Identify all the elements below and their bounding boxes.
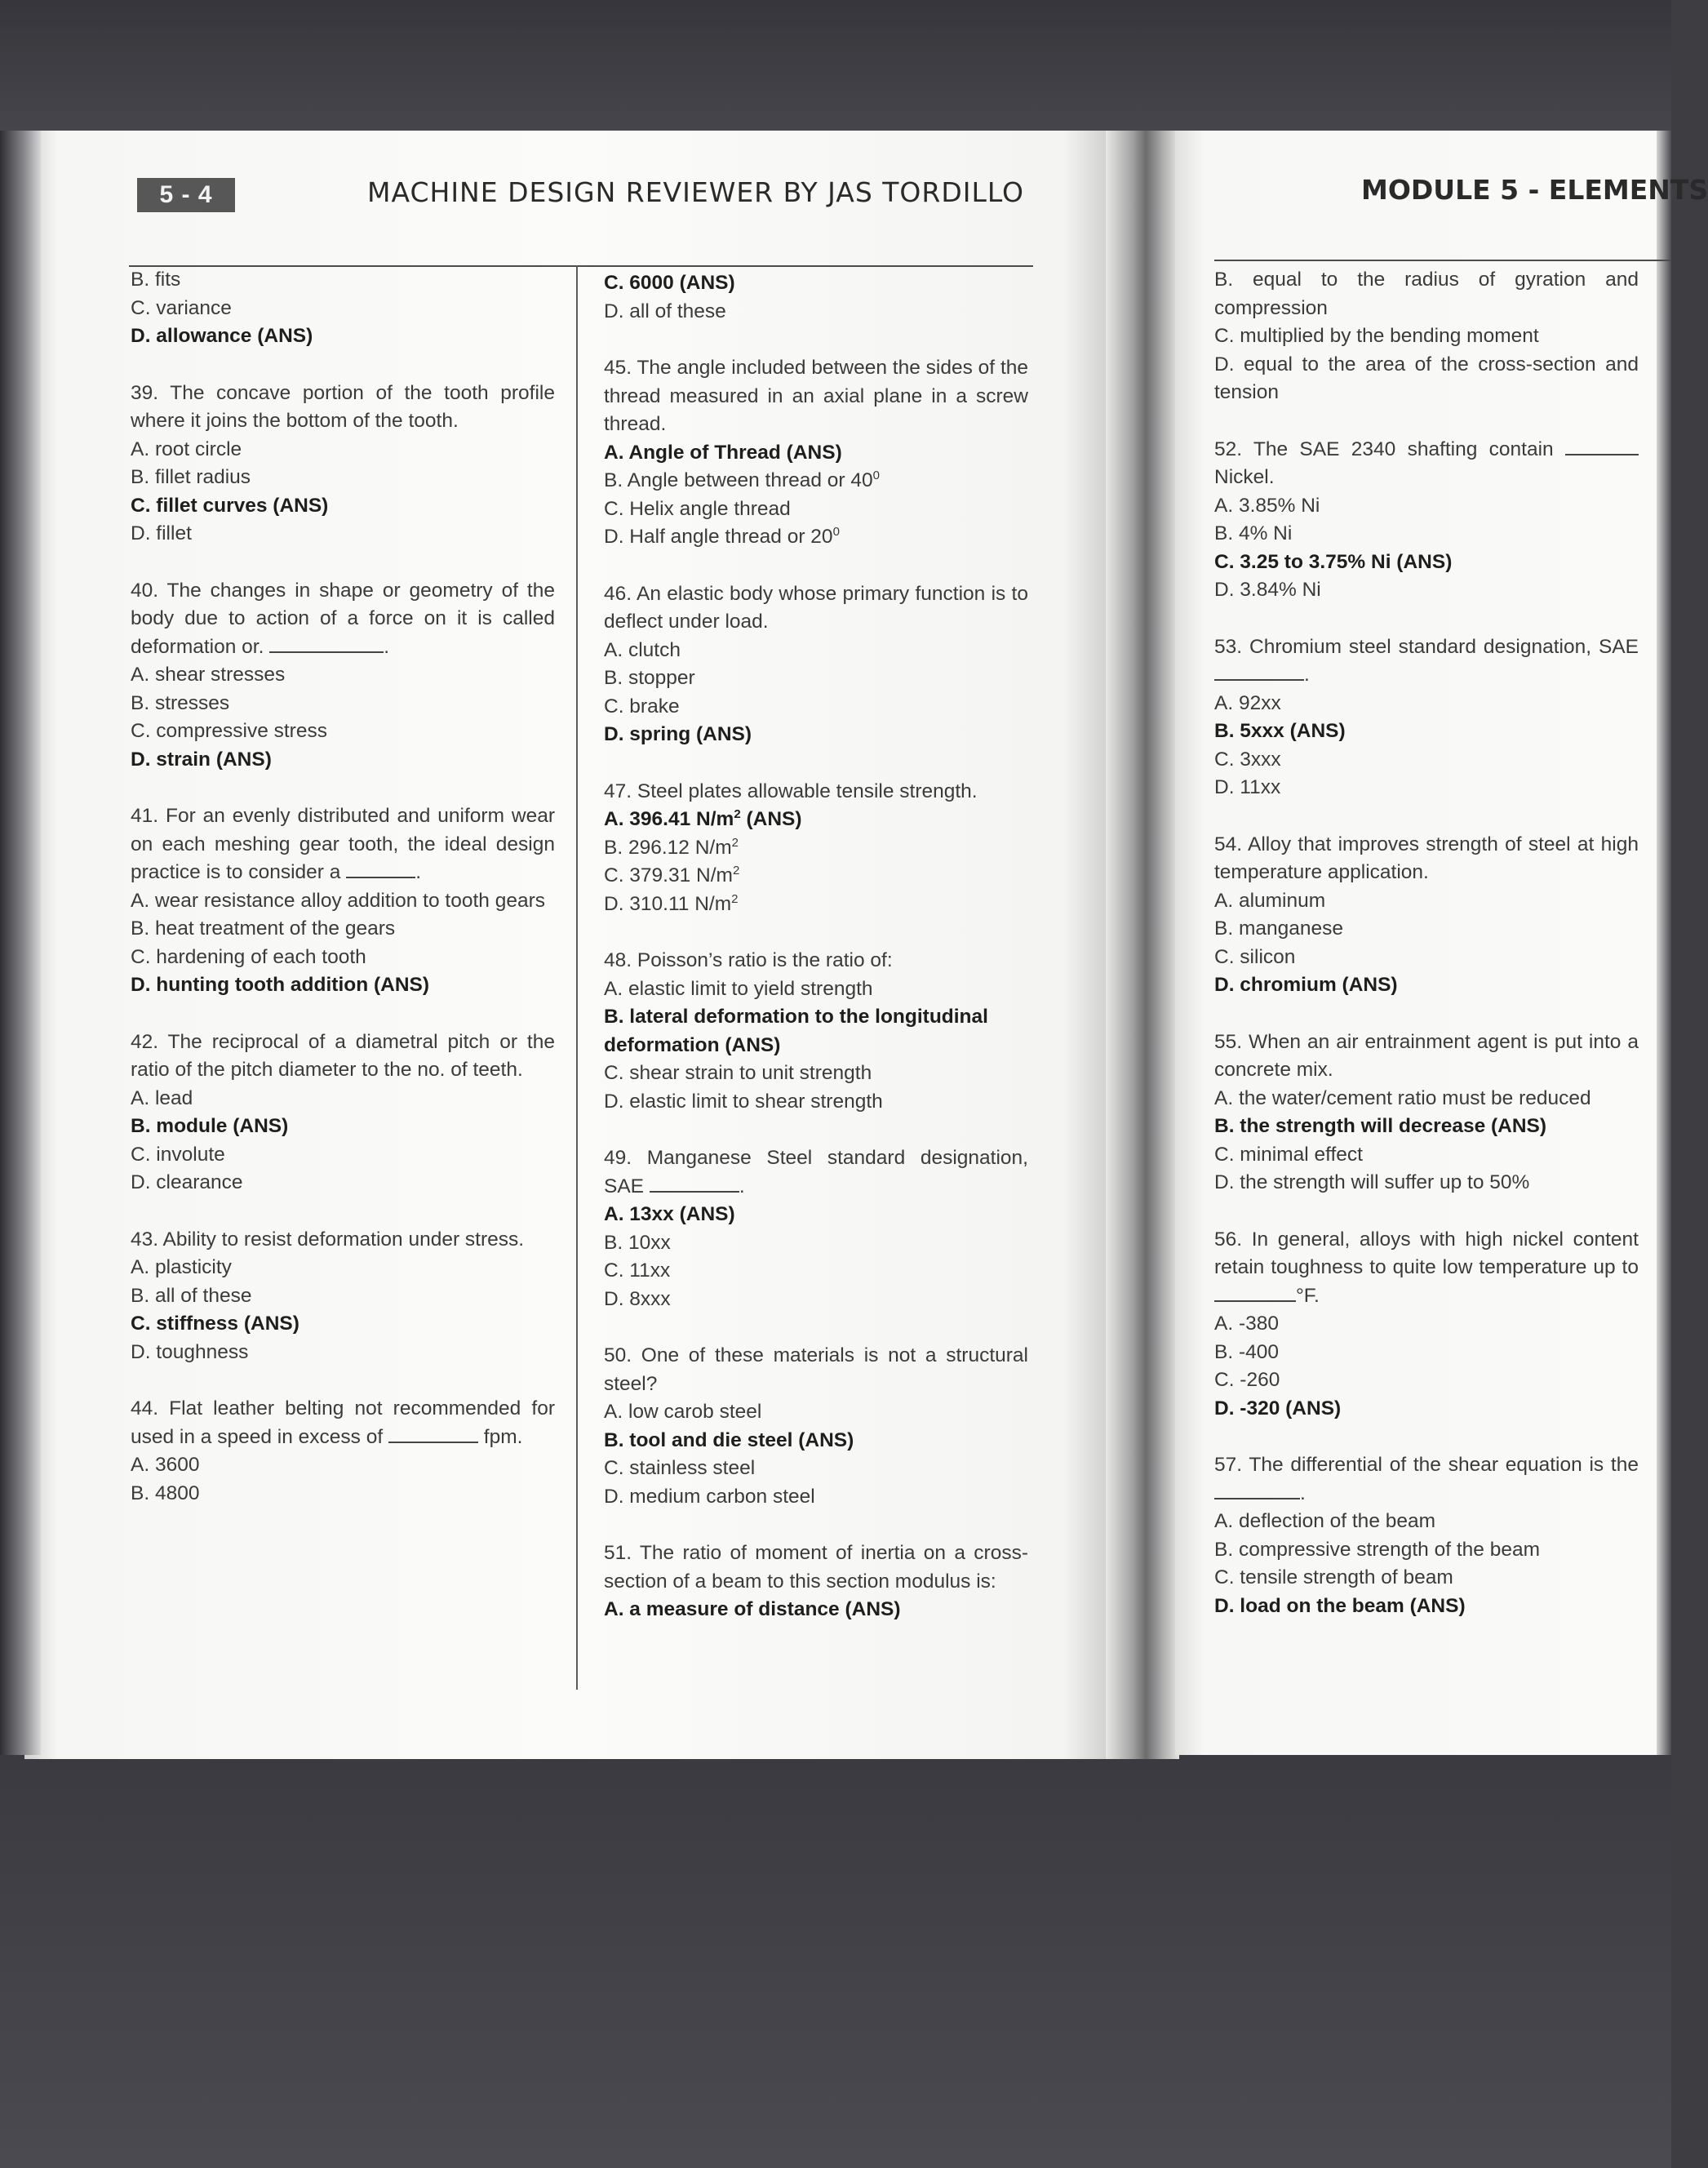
answer-option: D. strain (ANS) xyxy=(131,748,272,771)
right-page-edge xyxy=(1657,131,1671,1755)
option-a: A. plasticity xyxy=(131,1256,232,1278)
answer-option: C. stiffness (ANS) xyxy=(131,1313,299,1335)
option-text: A. 396.41 N/m xyxy=(604,808,734,830)
option-a: A. 3.85% Ni xyxy=(1214,494,1320,517)
answer-blank xyxy=(1214,1480,1300,1499)
answer-option: D. allowance (ANS) xyxy=(131,325,313,347)
column-2 xyxy=(604,269,1028,1624)
stem-text: 56. In general, alloys with high nickel content retain toughness to quite low temperature up to xyxy=(1214,1228,1639,1278)
option-b: B. equal to the radius of gyration and compression xyxy=(1214,269,1639,319)
question-stem: 39. The concave portion of the tooth profile where it joins the bottom of the tooth. xyxy=(131,381,555,432)
scan-background-bottom xyxy=(0,1755,1671,2168)
option-b xyxy=(604,467,1028,495)
book-gutter xyxy=(1106,131,1179,1759)
question-56 xyxy=(1214,1226,1639,1424)
option-c xyxy=(604,862,1028,891)
question-39 xyxy=(131,380,555,549)
question-stem: 51. The ratio of moment of inertia on a cross-section of a beam to this section modulus is: xyxy=(604,1542,1028,1593)
answer-blank xyxy=(269,633,384,653)
option-c: C. variance xyxy=(131,296,232,319)
question-48 xyxy=(604,947,1028,1116)
question-47 xyxy=(604,778,1028,919)
question-stem xyxy=(131,802,555,887)
question-stem: 46. An elastic body whose primary function is to deflect under load. xyxy=(604,582,1028,633)
answer-blank xyxy=(650,1173,739,1193)
stem-end: Nickel. xyxy=(1214,466,1275,488)
question-55 xyxy=(1214,1028,1639,1197)
question-stem xyxy=(131,577,555,662)
option-a: A. deflection of the beam xyxy=(1214,1510,1436,1532)
stem-text: 52. The SAE 2340 shafting contain xyxy=(1214,438,1554,460)
option-d: D. all of these xyxy=(604,300,726,322)
column-1 xyxy=(131,266,555,1508)
stem-end: . xyxy=(1304,664,1310,686)
option-d: D. 3.84% Ni xyxy=(1214,579,1321,601)
question-42 xyxy=(131,1028,555,1197)
option-c: C. -260 xyxy=(1214,1369,1280,1391)
option-b: B. heat treatment of the gears xyxy=(131,917,396,940)
option-b: B. all of these xyxy=(131,1284,252,1307)
question-43 xyxy=(131,1226,555,1367)
option-d: D. elastic limit to shear strength xyxy=(604,1090,883,1113)
answer-option: D. chromium (ANS) xyxy=(1214,974,1398,996)
question-stem: 50. One of these materials is not a structural steel? xyxy=(604,1344,1028,1395)
option-text: C. 379.31 N/m xyxy=(604,864,733,886)
page-number-badge: 5 - 4 xyxy=(137,178,235,212)
stem-text: 53. Chromium steel standard designation, SAE xyxy=(1214,635,1639,658)
stem-end: °F. xyxy=(1296,1284,1320,1307)
question-53 xyxy=(1214,633,1639,802)
option-a: A. elastic limit to yield strength xyxy=(604,977,873,1000)
stem-end: fpm. xyxy=(483,1425,523,1448)
option-text: D. 310.11 N/m xyxy=(604,892,732,915)
option-c: C. stainless steel xyxy=(604,1457,756,1479)
question-stem xyxy=(604,1144,1028,1201)
question-stem: 43. Ability to resist deformation under stress. xyxy=(131,1228,525,1251)
option-d xyxy=(604,523,1028,552)
answer-blank xyxy=(1214,1282,1296,1302)
page-edge-shadow xyxy=(0,131,41,1755)
option-b: B. manganese xyxy=(1214,917,1343,940)
option-b: B. -400 xyxy=(1214,1340,1279,1363)
degree-sup: 0 xyxy=(872,468,880,482)
option-c: C. 3xxx xyxy=(1214,748,1281,771)
answer-blank xyxy=(388,1424,478,1443)
question-44 xyxy=(131,1395,555,1508)
answer-option: C. fillet curves (ANS) xyxy=(131,494,329,517)
option-d: D. clearance xyxy=(131,1171,243,1193)
option-b: B. 4% Ni xyxy=(1214,522,1293,544)
option-d: D. the strength will suffer up to 50% xyxy=(1214,1171,1530,1193)
option-b: B. fits xyxy=(131,269,181,291)
answer-option: B. 5xxx (ANS) xyxy=(1214,720,1346,742)
stem-text: 40. The changes in shape or geometry of the body due to action of a force on it is called deformation or. xyxy=(131,579,555,658)
option-a: A. 92xx xyxy=(1214,691,1281,714)
answer-option: A. a measure of distance (ANS) xyxy=(604,1598,901,1620)
question-52 xyxy=(1214,436,1639,605)
option-d: D. equal to the area of the cross-section and tension xyxy=(1214,353,1639,403)
option-b: B. compressive strength of the beam xyxy=(1214,1538,1540,1561)
stem-text: 41. For an evenly distributed and uniform wear on each meshing gear tooth, the ideal design practice is to consider a xyxy=(131,805,555,883)
option-b xyxy=(604,834,1028,863)
option-c: C. minimal effect xyxy=(1214,1143,1363,1166)
stem-end: . xyxy=(384,635,390,658)
option-a: A. aluminum xyxy=(1214,889,1326,912)
stem-end: . xyxy=(1300,1482,1306,1504)
stem-text: 49. Manganese Steel standard designation, SAE xyxy=(604,1147,1028,1197)
option-a: A. lead xyxy=(131,1086,193,1109)
question-stem xyxy=(131,1395,555,1451)
answer-option: B. the strength will decrease (ANS) xyxy=(1214,1115,1547,1137)
question-stem xyxy=(1214,436,1639,492)
option-d: D. fillet xyxy=(131,522,192,544)
option-c: C. silicon xyxy=(1214,945,1296,968)
option-c: C. shear strain to unit strength xyxy=(604,1062,872,1084)
question-49 xyxy=(604,1144,1028,1313)
option-a: A. 3600 xyxy=(131,1454,200,1476)
answer-option xyxy=(604,806,1028,834)
option-text: B. Angle between thread or 40 xyxy=(604,469,873,491)
option-a: A. root circle xyxy=(131,438,242,460)
option-c: C. hardening of each tooth xyxy=(131,945,366,968)
module-title: MODULE 5 - ELEMENTS xyxy=(1361,174,1708,206)
scan-background-top xyxy=(0,0,1671,131)
question-stem: 48. Poisson’s ratio is the ratio of: xyxy=(604,949,893,971)
option-b: B. stresses xyxy=(131,691,230,714)
option-a: A. clutch xyxy=(604,638,681,661)
answer-option: D. load on the beam (ANS) xyxy=(1214,1594,1466,1617)
question-45 xyxy=(604,354,1028,552)
answer-option: C. 3.25 to 3.75% Ni (ANS) xyxy=(1214,550,1453,573)
question-41 xyxy=(131,802,555,1000)
option-c: C. tensile strength of beam xyxy=(1214,1566,1453,1588)
question-51 xyxy=(604,1539,1028,1624)
answer-option: D. -320 (ANS) xyxy=(1214,1397,1342,1419)
option-d: D. 11xx xyxy=(1214,776,1281,798)
answer-blank xyxy=(346,859,415,878)
answer-option: C. 6000 (ANS) xyxy=(604,272,735,294)
question-40 xyxy=(131,577,555,775)
question-46 xyxy=(604,580,1028,749)
answer-blank xyxy=(1565,436,1639,455)
column-divider xyxy=(576,265,578,1690)
answer-mark: (ANS) xyxy=(740,808,802,830)
degree-sup: 0 xyxy=(832,524,840,539)
squared-sup: 2 xyxy=(734,806,741,821)
question-stem: 54. Alloy that improves strength of steel at high temperature application. xyxy=(1214,833,1639,883)
question-stem: 55. When an air entrainment agent is put into a concrete mix. xyxy=(1214,1030,1639,1081)
stem-text: 57. The differential of the shear equation is the xyxy=(1214,1454,1639,1476)
stem-end: . xyxy=(415,861,421,883)
stem-text: 44. Flat leather belting not recommended for used in a speed in excess of xyxy=(131,1397,555,1448)
answer-option: A. 13xx (ANS) xyxy=(604,1203,735,1225)
option-c: C. compressive stress xyxy=(131,720,327,742)
option-b: B. 10xx xyxy=(604,1231,671,1254)
option-text: D. Half angle thread or 20 xyxy=(604,526,833,548)
question-stem xyxy=(1214,1451,1639,1508)
question-stem: 42. The reciprocal of a diametral pitch or the ratio of the pitch diameter to the no. of teeth. xyxy=(131,1030,555,1081)
squared-sup: 2 xyxy=(732,863,740,877)
option-d xyxy=(604,891,1028,919)
question-54 xyxy=(1214,831,1639,1000)
option-b: B. 4800 xyxy=(131,1482,200,1504)
header-rule-right xyxy=(1214,260,1671,261)
answer-option: D. hunting tooth addition (ANS) xyxy=(131,974,430,996)
question-57 xyxy=(1214,1451,1639,1620)
squared-sup: 2 xyxy=(731,835,739,850)
book-title: MACHINE DESIGN REVIEWER BY JAS TORDILLO xyxy=(367,176,1025,208)
option-a: A. low carob steel xyxy=(604,1401,762,1423)
option-d: D. toughness xyxy=(131,1340,249,1363)
stem-end: . xyxy=(739,1175,745,1197)
option-text: B. 296.12 N/m xyxy=(604,836,732,859)
answer-option: D. spring (ANS) xyxy=(604,723,752,745)
option-c: C. Helix angle thread xyxy=(604,497,791,520)
question-50 xyxy=(604,1342,1028,1511)
question-stem: 47. Steel plates allowable tensile strength. xyxy=(604,780,978,802)
option-a: A. shear stresses xyxy=(131,664,286,686)
squared-sup: 2 xyxy=(731,891,739,906)
answer-option: B. lateral deformation to the longitudinal deformation (ANS) xyxy=(604,1006,988,1056)
option-a: A. wear resistance alloy addition to tooth gears xyxy=(131,889,545,912)
option-a: A. -380 xyxy=(1214,1313,1279,1335)
option-c: C. multiplied by the bending moment xyxy=(1214,325,1539,347)
question-stem: 45. The angle included between the sides of the thread measured in an axial plane in a screw thread. xyxy=(604,357,1028,435)
option-c: C. brake xyxy=(604,695,680,717)
option-c: C. 11xx xyxy=(604,1259,671,1282)
answer-blank xyxy=(1214,661,1304,681)
option-b: B. fillet radius xyxy=(131,466,251,488)
answer-option: B. module (ANS) xyxy=(131,1115,289,1137)
answer-option: A. Angle of Thread (ANS) xyxy=(604,441,842,464)
question-stem xyxy=(1214,633,1639,690)
option-d: D. 8xxx xyxy=(604,1287,671,1310)
option-d: D. medium carbon steel xyxy=(604,1485,815,1508)
answer-option: B. tool and die steel (ANS) xyxy=(604,1428,854,1451)
option-a: A. the water/cement ratio must be reduced xyxy=(1214,1086,1591,1109)
question-stem xyxy=(1214,1226,1639,1311)
option-c: C. involute xyxy=(131,1143,225,1166)
option-b: B. stopper xyxy=(604,667,695,689)
column-3 xyxy=(1214,266,1639,1620)
